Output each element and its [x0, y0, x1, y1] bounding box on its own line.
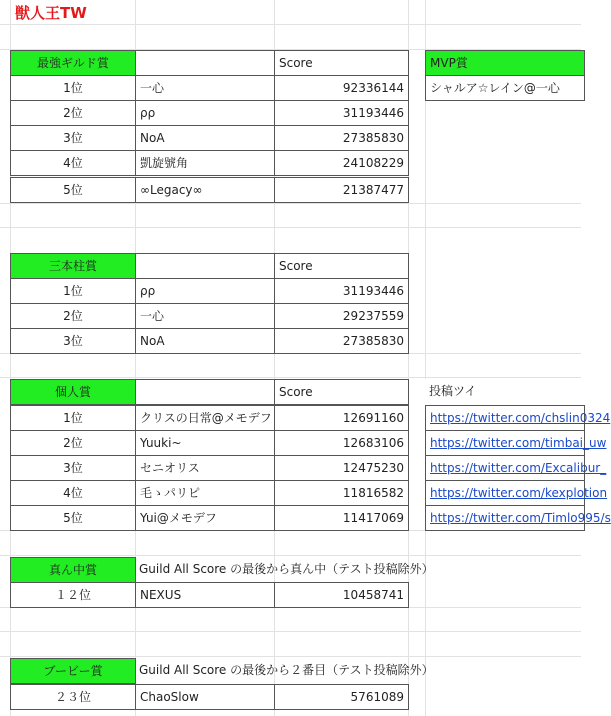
strongest-guild-rank-3[interactable]: 3位: [10, 125, 136, 151]
individual-score-3[interactable]: 12475230: [274, 455, 409, 481]
strongest-guild-score-3[interactable]: 27385830: [274, 125, 409, 151]
individual-post-header[interactable]: 投稿ツイ: [425, 379, 585, 405]
individual-link-4[interactable]: https://twitter.com/kexplotion: [425, 480, 585, 506]
booby-award-score[interactable]: 5761089: [274, 684, 409, 710]
individual-link-3[interactable]: https://twitter.com/Excalibur_: [425, 455, 585, 481]
strongest-guild-score-2[interactable]: 31193446: [274, 100, 409, 126]
middle-award-description[interactable]: Guild All Score の最後から真ん中（テスト投稿除外）: [139, 562, 434, 576]
three-pillars-score-2[interactable]: 29237559: [274, 303, 409, 329]
booby-award-rank[interactable]: ２３位: [10, 684, 136, 710]
booby-award-header[interactable]: ブービー賞: [10, 658, 136, 684]
strongest-guild-name-4[interactable]: 凱旋號角: [135, 150, 275, 176]
individual-link-5[interactable]: https://twitter.com/Timlo995/s: [425, 505, 585, 531]
individual-rank-3[interactable]: 3位: [10, 455, 136, 481]
individual-name-3[interactable]: セニオリス: [135, 455, 275, 481]
strongest-guild-rank-2[interactable]: 2位: [10, 100, 136, 126]
three-pillars-name-3[interactable]: NoA: [135, 328, 275, 354]
strongest-guild-name-2[interactable]: ρρ: [135, 100, 275, 126]
individual-header[interactable]: 個人賞: [10, 379, 136, 405]
strongest-guild-name-5[interactable]: ∞Legacy∞: [135, 177, 275, 203]
strongest-guild-rank-4[interactable]: 4位: [10, 150, 136, 176]
middle-award-rank[interactable]: １２位: [10, 582, 136, 608]
three-pillars-rank-1[interactable]: 1位: [10, 278, 136, 304]
mvp-value[interactable]: シャルア☆レイン@一心: [425, 75, 585, 101]
individual-name-1[interactable]: クリスの日常@メモデフ: [135, 405, 275, 431]
booby-award-name[interactable]: ChaoSlow: [135, 684, 275, 710]
booby-award-description[interactable]: Guild All Score の最後から２番目（テスト投稿除外）: [139, 663, 434, 677]
middle-award-name[interactable]: NEXUS: [135, 582, 275, 608]
strongest-guild-name-header[interactable]: [135, 50, 275, 76]
individual-name-5[interactable]: Yui@メモデフ: [135, 505, 275, 531]
individual-score-4[interactable]: 11816582: [274, 480, 409, 506]
individual-link-2[interactable]: https://twitter.com/timbai_uw: [425, 430, 585, 456]
individual-rank-4[interactable]: 4位: [10, 480, 136, 506]
strongest-guild-header[interactable]: 最強ギルド賞: [10, 50, 136, 76]
strongest-guild-score-5[interactable]: 21387477: [274, 177, 409, 203]
individual-name-header[interactable]: [135, 379, 275, 405]
three-pillars-header[interactable]: 三本柱賞: [10, 253, 136, 279]
three-pillars-rank-3[interactable]: 3位: [10, 328, 136, 354]
strongest-guild-name-1[interactable]: 一心: [135, 75, 275, 101]
individual-rank-5[interactable]: 5位: [10, 505, 136, 531]
individual-link-1[interactable]: https://twitter.com/chslin0324: [425, 405, 585, 431]
three-pillars-score-header[interactable]: Score: [274, 253, 409, 279]
individual-rank-2[interactable]: 2位: [10, 430, 136, 456]
strongest-guild-score-1[interactable]: 92336144: [274, 75, 409, 101]
strongest-guild-name-3[interactable]: NoA: [135, 125, 275, 151]
three-pillars-name-header[interactable]: [135, 253, 275, 279]
individual-score-5[interactable]: 11417069: [274, 505, 409, 531]
three-pillars-score-3[interactable]: 27385830: [274, 328, 409, 354]
individual-score-2[interactable]: 12683106: [274, 430, 409, 456]
middle-award-score[interactable]: 10458741: [274, 582, 409, 608]
sheet-title: 獣人王TW: [15, 4, 87, 22]
three-pillars-rank-2[interactable]: 2位: [10, 303, 136, 329]
strongest-guild-score-header[interactable]: Score: [274, 50, 409, 76]
strongest-guild-rank-1[interactable]: 1位: [10, 75, 136, 101]
strongest-guild-rank-5[interactable]: 5位: [10, 177, 136, 203]
three-pillars-name-1[interactable]: ρρ: [135, 278, 275, 304]
individual-name-2[interactable]: Yuuki~: [135, 430, 275, 456]
strongest-guild-score-4[interactable]: 24108229: [274, 150, 409, 176]
individual-rank-1[interactable]: 1位: [10, 405, 136, 431]
three-pillars-score-1[interactable]: 31193446: [274, 278, 409, 304]
mvp-header[interactable]: MVP賞: [425, 50, 585, 76]
individual-score-1[interactable]: 12691160: [274, 405, 409, 431]
three-pillars-name-2[interactable]: 一心: [135, 303, 275, 329]
individual-score-header[interactable]: Score: [274, 379, 409, 405]
individual-name-4[interactable]: 毛ゝパリピ: [135, 480, 275, 506]
middle-award-header[interactable]: 真ん中賞: [10, 557, 136, 583]
